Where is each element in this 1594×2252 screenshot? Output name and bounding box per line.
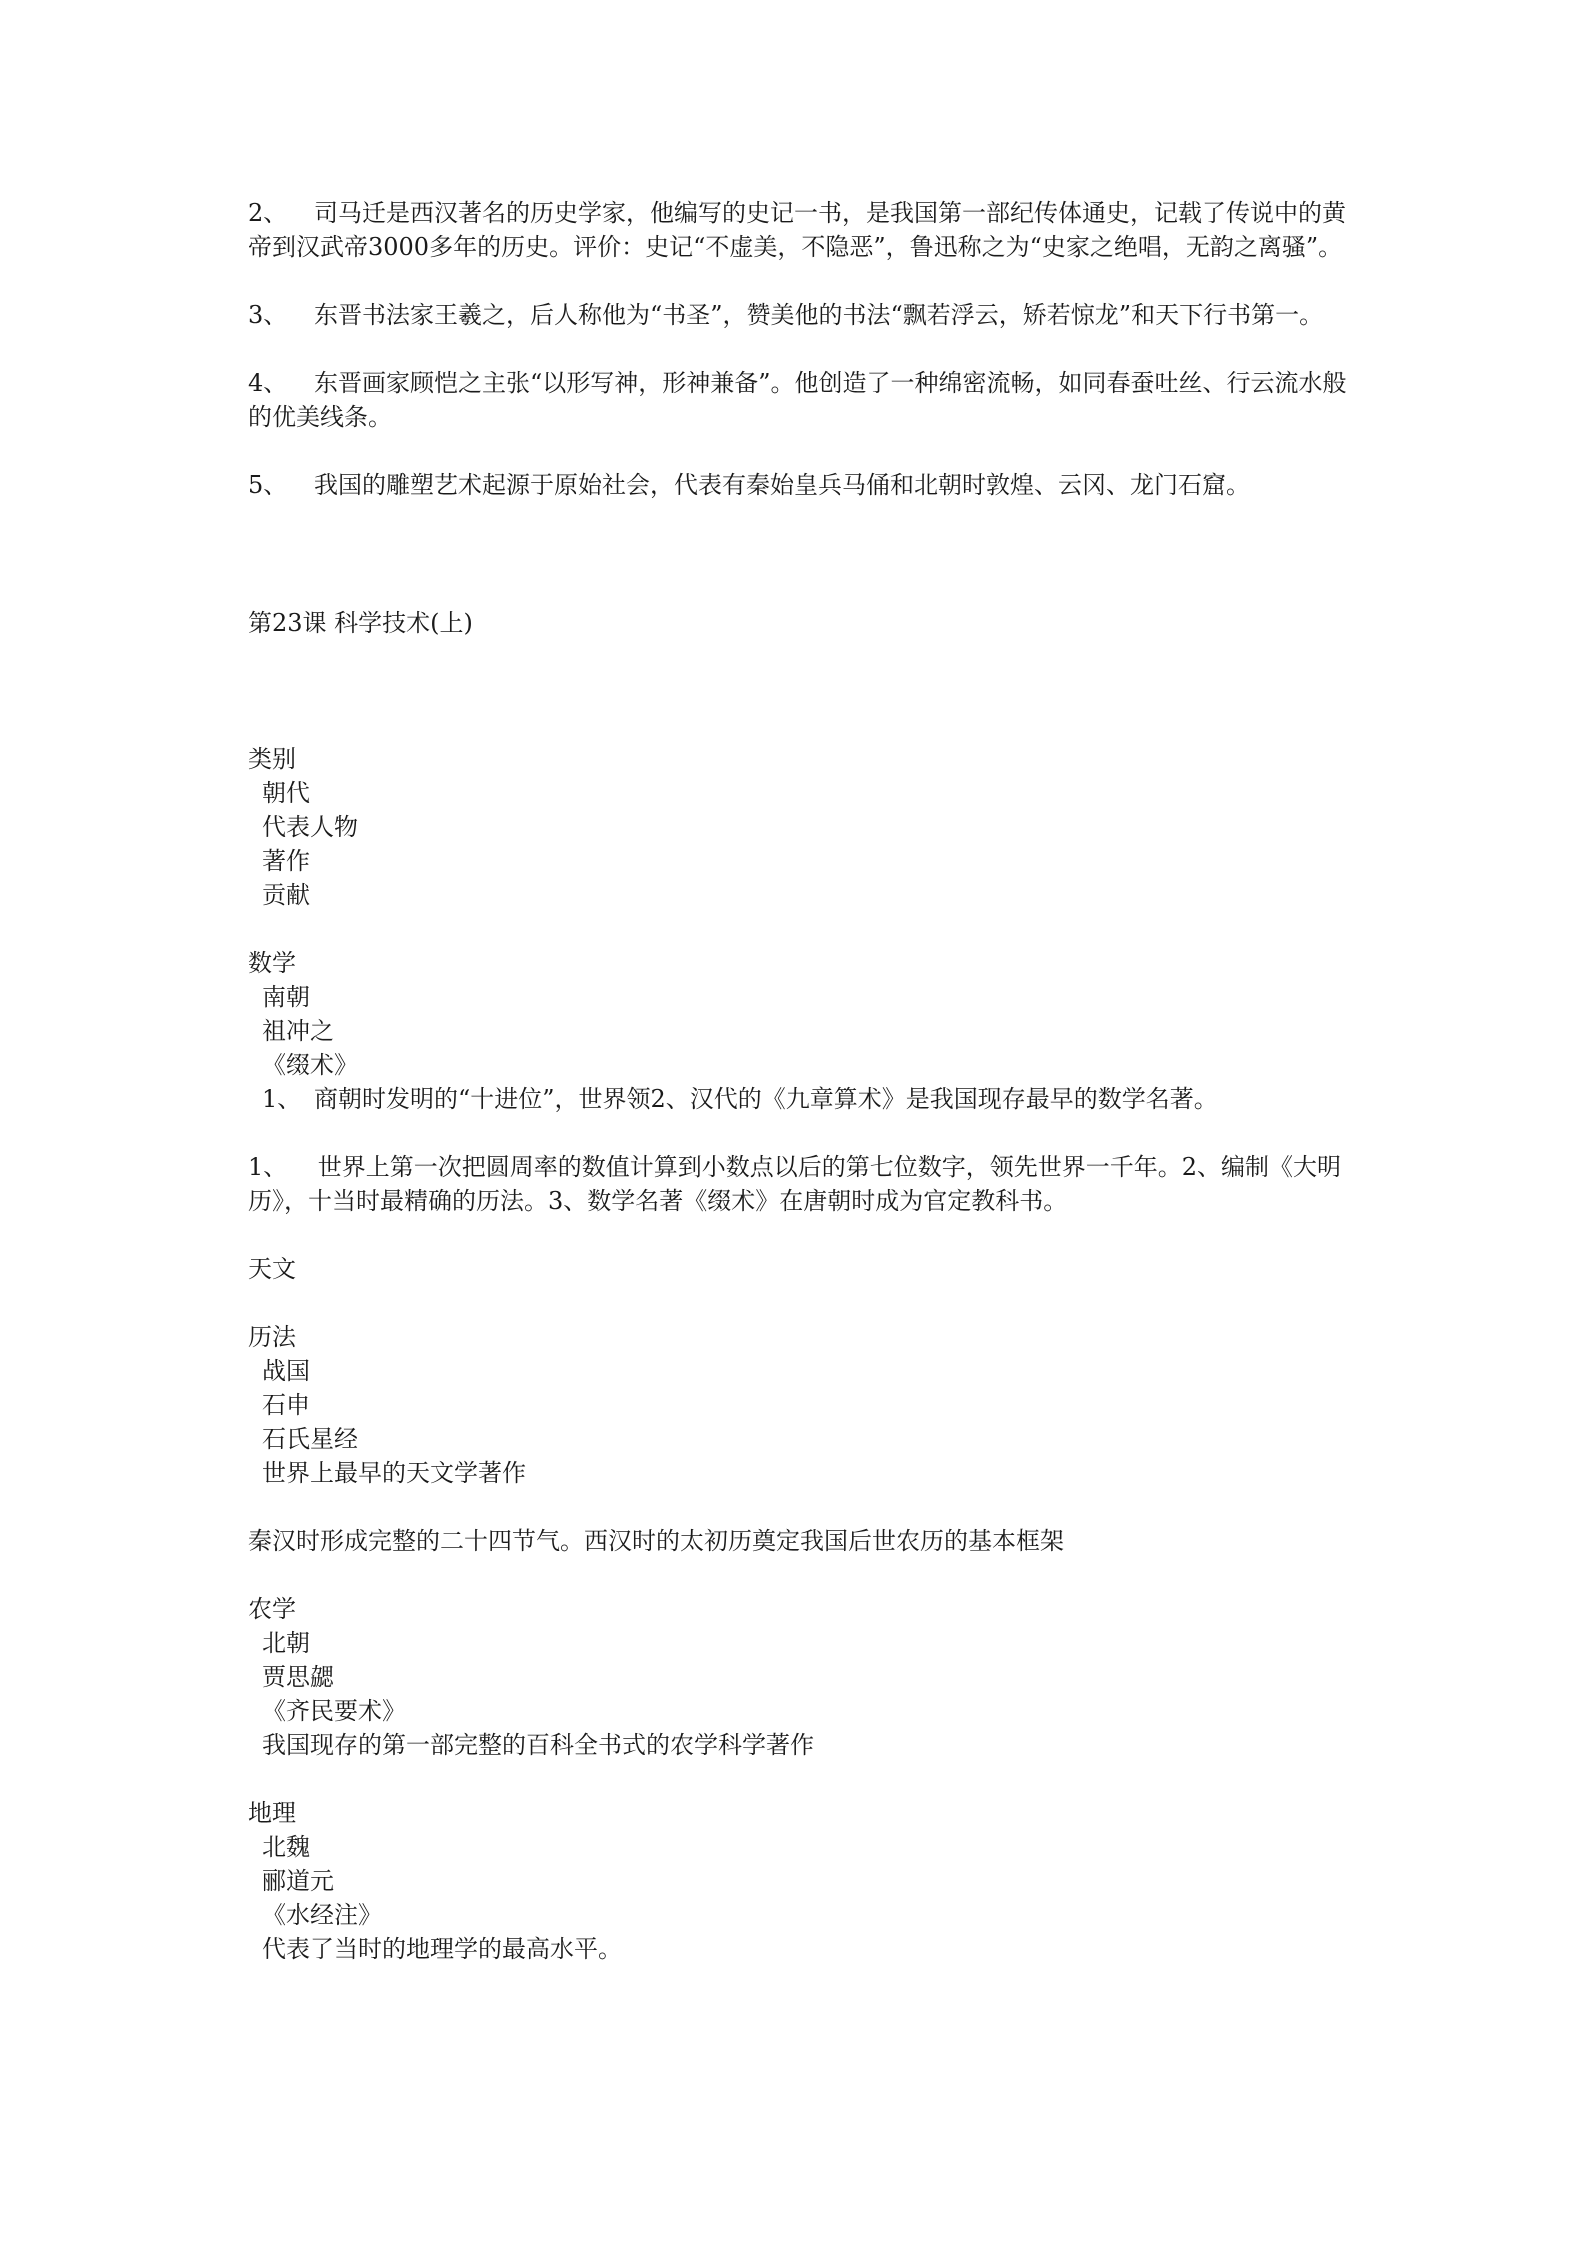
table-row-calendar	[248, 1320, 1358, 1490]
paragraph-3	[248, 298, 1358, 332]
paragraph-text: 东晋画家顾恺之主张“以形写神，形神兼备”。他创造了一种绵密流畅，如同春蚕吐丝、行云流水般的优美线条。	[248, 369, 1347, 431]
paragraph-4	[248, 366, 1358, 434]
calendar-note	[248, 1524, 1358, 1558]
document-body	[248, 196, 1358, 2000]
header-person: 代表人物	[262, 813, 358, 841]
calendar-contribution: 世界上最早的天文学著作	[262, 1459, 526, 1487]
geography-contribution: 代表了当时的地理学的最高水平。	[262, 1935, 622, 1963]
geography-person: 郦道元	[262, 1867, 334, 1895]
math-inline-number: 1、	[262, 1085, 302, 1113]
table-row-math	[248, 946, 1358, 1116]
agriculture-dynasty: 北朝	[262, 1629, 310, 1657]
paragraph-text: 司马迁是西汉著名的历史学家，他编写的史记一书，是我国第一部纪传体通史，记载了传说中的黄帝到汉武帝3000多年的历史。评价：史记“不虚美，不隐恶”，鲁迅称之为“史家之绝唱，无韵之离骚”。	[248, 199, 1346, 261]
geography-work: 《水经注》	[262, 1901, 382, 1929]
paragraph-number: 5、	[248, 471, 288, 499]
header-category: 类别	[248, 745, 296, 773]
paragraph-number: 3、	[248, 301, 288, 329]
header-contribution: 贡献	[262, 881, 310, 909]
geography-category: 地理	[248, 1799, 296, 1827]
table-row-agriculture	[248, 1592, 1358, 1762]
lesson-title: 第23课 科学技术(上)	[248, 609, 473, 637]
geography-dynasty: 北魏	[262, 1833, 310, 1861]
math-inline-note	[248, 1082, 1358, 1116]
paragraph-text: 东晋书法家王羲之，后人称他为“书圣”，赞美他的书法“飘若浮云，矫若惊龙”和天下行书第一。	[314, 301, 1324, 329]
paragraph-2	[248, 196, 1358, 264]
calendar-dynasty: 战国	[262, 1357, 310, 1385]
math-work: 《缀术》	[262, 1051, 358, 1079]
table-header-row	[248, 742, 1358, 912]
paragraph-5	[248, 468, 1358, 502]
calendar-work: 石氏星经	[262, 1425, 358, 1453]
math-person: 祖冲之	[262, 1017, 334, 1045]
paragraph-number: 4、	[248, 369, 288, 397]
calendar-note-text: 秦汉时形成完整的二十四节气。西汉时的太初历奠定我国后世农历的基本框架	[248, 1527, 1064, 1555]
math-category: 数学	[248, 949, 296, 977]
agriculture-person: 贾思勰	[262, 1663, 334, 1691]
math-contribution	[248, 1150, 1358, 1218]
calendar-person: 石申	[262, 1391, 310, 1419]
header-dynasty: 朝代	[262, 779, 310, 807]
paragraph-number: 2、	[248, 199, 288, 227]
math-inline-text: 商朝时发明的“十进位”，世界领2、汉代的《九章算术》是我国现存最早的数学名著。	[314, 1085, 1218, 1113]
math-dynasty: 南朝	[262, 983, 310, 1011]
agriculture-category: 农学	[248, 1595, 296, 1623]
table-row-geography	[248, 1796, 1358, 1966]
agriculture-work: 《齐民要术》	[262, 1697, 406, 1725]
calendar-category: 历法	[248, 1323, 296, 1351]
astronomy-category: 天文	[248, 1255, 296, 1283]
agriculture-contribution: 我国现存的第一部完整的百科全书式的农学科学著作	[262, 1731, 814, 1759]
math-contribution-text: 1、 世界上第一次把圆周率的数值计算到小数点以后的第七位数字，领先世界一千年。2、编制《大明历》，十当时最精确的历法。3、数学名著《缀术》在唐朝时成为官定教科书。	[248, 1153, 1342, 1215]
paragraph-text: 我国的雕塑艺术起源于原始社会，代表有秦始皇兵马俑和北朝时敦煌、云冈、龙门石窟。	[314, 471, 1250, 499]
header-work: 著作	[262, 847, 310, 875]
science-table	[248, 742, 1358, 1966]
table-row-astronomy	[248, 1252, 1358, 1286]
